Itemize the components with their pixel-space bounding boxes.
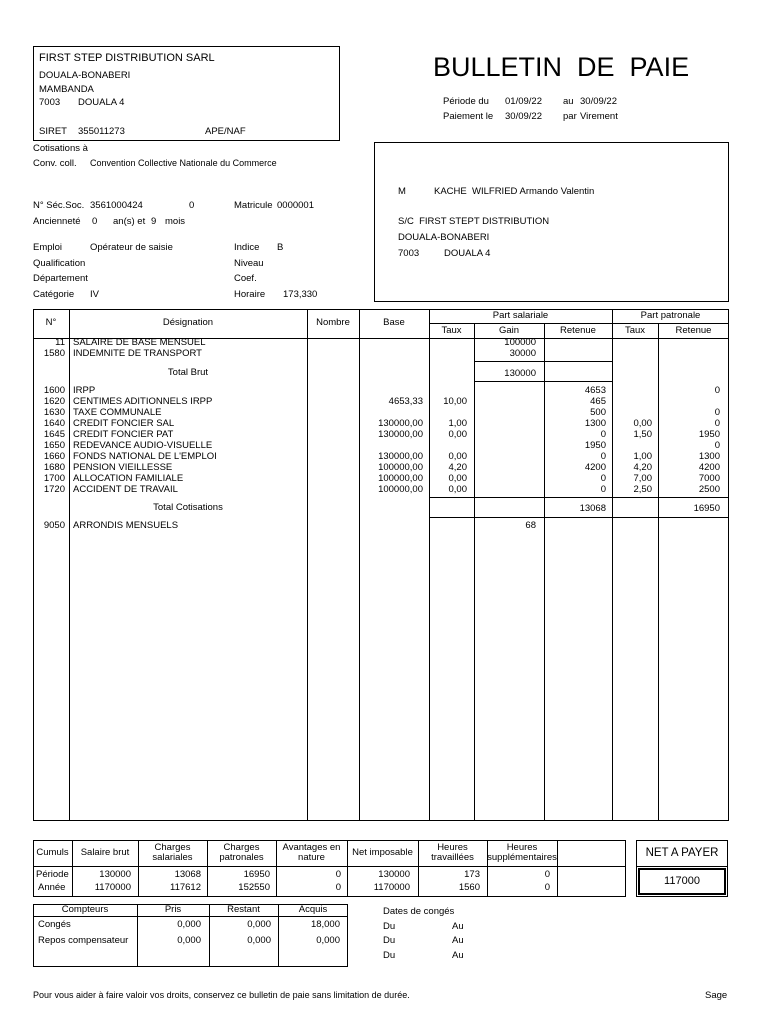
table-cell-retenue-p: 4200 bbox=[698, 462, 720, 473]
compteurs-row-pris: 0,000 bbox=[177, 935, 201, 946]
niveau-label: Niveau bbox=[234, 258, 264, 269]
table-cell-label: CENTIMES ADITIONNELS IRPP bbox=[73, 396, 213, 407]
table-cell-code: 1600 bbox=[43, 385, 65, 396]
table-cell-taux: 0,00 bbox=[448, 451, 467, 462]
categorie-label: Catégorie bbox=[33, 289, 75, 300]
paiement-par-label: par bbox=[563, 111, 577, 122]
arrondi-gain: 68 bbox=[525, 520, 536, 531]
siret-label: SIRET bbox=[39, 126, 67, 137]
table-cell-retenue-p: 0 bbox=[714, 385, 720, 396]
table-cell-base: 4653,33 bbox=[388, 396, 423, 407]
conges-du: Du bbox=[383, 921, 396, 932]
cumuls-header-charges-pat: Charges patronales bbox=[219, 841, 264, 863]
table-cell-code: 1660 bbox=[43, 451, 65, 462]
recipient-line1: S/C FIRST STEPT DISTRIBUTION bbox=[398, 216, 550, 227]
coef-label: Coef. bbox=[234, 273, 257, 284]
total-brut-label: Total Brut bbox=[167, 367, 209, 378]
arrondi-code: 9050 bbox=[43, 520, 65, 531]
table-cell-retenue-p: 0 bbox=[714, 440, 720, 451]
table-cell-code: 1645 bbox=[43, 429, 65, 440]
anciennete-years: 0 bbox=[92, 216, 98, 227]
cumuls-periode-label: Période bbox=[36, 869, 69, 880]
employer-city: DOUALA 4 bbox=[78, 97, 125, 108]
page-title: BULLETIN DE PAIE bbox=[433, 52, 690, 82]
compteurs-row-acquis: 18,000 bbox=[310, 919, 340, 930]
header-nombre: Nombre bbox=[316, 317, 350, 329]
employer-address1: DOUALA-BONABERI bbox=[39, 70, 131, 81]
recipient-postal: 7003 bbox=[398, 248, 420, 259]
conges-title: Dates de congés bbox=[383, 906, 455, 917]
table-cell-taux: 0,00 bbox=[448, 429, 467, 440]
header-retenue: Retenue bbox=[560, 324, 596, 336]
horaire-value: 173,330 bbox=[283, 289, 318, 300]
table-cell-gain: 30000 bbox=[509, 348, 536, 359]
table-cell-taux: 0,00 bbox=[448, 484, 467, 495]
periode-from: 01/09/22 bbox=[505, 96, 542, 107]
table-cell-code: 1630 bbox=[43, 407, 65, 418]
table-cell-retenue: 4653 bbox=[584, 385, 606, 396]
secsoc-key: 0 bbox=[189, 200, 195, 211]
compteurs-row-label: Congés bbox=[38, 919, 71, 930]
table-cell-code: 1620 bbox=[43, 396, 65, 407]
qualification-label: Qualification bbox=[33, 258, 86, 269]
compteurs-header-restant: Restant bbox=[227, 903, 260, 915]
anciennete-months-label: mois bbox=[165, 216, 186, 227]
recipient-city: DOUALA 4 bbox=[444, 248, 491, 259]
net-a-payer-label: NET A PAYER bbox=[645, 846, 719, 859]
table-cell-retenue-p: 1950 bbox=[698, 429, 720, 440]
header-designation: Désignation bbox=[162, 317, 214, 329]
cumuls-periode-h-sup: 0 bbox=[544, 869, 550, 880]
table-cell-taux-p: 7,00 bbox=[633, 473, 652, 484]
header-base: Base bbox=[383, 317, 405, 329]
secsoc-value: 3561000424 bbox=[90, 200, 143, 211]
paiement-date: 30/09/22 bbox=[505, 111, 542, 122]
footer-note: Pour vous aider à faire valoir vos droits, conservez ce bulletin de paie sans limitation de durée. bbox=[33, 990, 410, 1000]
table-cell-taux: 4,20 bbox=[448, 462, 467, 473]
conv-label: Conv. coll. bbox=[33, 158, 77, 169]
matricule-value: 0000001 bbox=[277, 200, 314, 211]
table-cell-retenue: 0 bbox=[600, 473, 606, 484]
table-cell-label: SALAIRE DE BASE MENSUEL bbox=[73, 337, 206, 348]
compteurs-header: Compteurs bbox=[61, 903, 109, 915]
indice-value: B bbox=[277, 242, 284, 253]
employer-address2: MAMBANDA bbox=[39, 84, 94, 95]
cumuls-periode-h-trav: 173 bbox=[464, 869, 480, 880]
table-cell-code: 1720 bbox=[43, 484, 65, 495]
header-taux: Taux bbox=[441, 324, 462, 336]
cumuls-annee-ch-sal: 117612 bbox=[170, 882, 201, 893]
anciennete-years-label: an(s) et bbox=[113, 216, 146, 227]
periode-label: Période du bbox=[443, 96, 489, 107]
employer-name: FIRST STEP DISTRIBUTION SARL bbox=[39, 52, 215, 64]
total-cotisations-sal: 13068 bbox=[579, 503, 606, 514]
compteurs-row-acquis: 0,000 bbox=[316, 935, 340, 946]
recipient-name: KACHE WILFRIED Armando Valentin bbox=[434, 186, 595, 197]
table-cell-retenue: 465 bbox=[590, 396, 606, 407]
cumuls-annee-h-trav: 1560 bbox=[458, 882, 480, 893]
table-cell-code: 1700 bbox=[43, 473, 65, 484]
table-cell-base: 100000,00 bbox=[378, 484, 423, 495]
anciennete-months: 9 bbox=[151, 216, 157, 227]
conges-au: Au bbox=[452, 935, 464, 946]
table-cell-base: 100000,00 bbox=[378, 473, 423, 484]
cumuls-periode-brut: 130000 bbox=[99, 869, 131, 880]
departement-label: Département bbox=[33, 273, 88, 284]
emploi-label: Emploi bbox=[33, 242, 63, 253]
table-cell-code: 1640 bbox=[43, 418, 65, 429]
cumuls-annee-ch-pat: 152550 bbox=[238, 882, 270, 893]
table-cell-taux-p: 4,20 bbox=[633, 462, 652, 473]
cumuls-header: Cumuls bbox=[36, 846, 69, 858]
table-cell-retenue: 4200 bbox=[584, 462, 606, 473]
cumuls-header-heures-sup: Heures supplémentaires bbox=[487, 841, 557, 863]
employer-postal: 7003 bbox=[39, 97, 61, 108]
compteurs-row-restant: 0,000 bbox=[247, 919, 271, 930]
compteurs-row-restant: 0,000 bbox=[247, 935, 271, 946]
cumuls-annee-h-sup: 0 bbox=[544, 882, 550, 893]
table-cell-label: REDEVANCE AUDIO-VISUELLE bbox=[73, 440, 213, 451]
table-cell-label: TAXE COMMUNALE bbox=[73, 407, 162, 418]
table-cell-taux: 0,00 bbox=[448, 473, 467, 484]
recipient-civility: M bbox=[398, 186, 406, 197]
cumuls-periode-avantages: 0 bbox=[335, 869, 341, 880]
header-part-patronale: Part patronale bbox=[640, 309, 701, 321]
table-cell-retenue-p: 2500 bbox=[698, 484, 720, 495]
categorie-value: IV bbox=[90, 289, 99, 300]
table-cell-code: 1680 bbox=[43, 462, 65, 473]
table-cell-taux-p: 2,50 bbox=[633, 484, 652, 495]
cumuls-periode-ch-pat: 16950 bbox=[243, 869, 270, 880]
table-cell-retenue-p: 1300 bbox=[698, 451, 720, 462]
conges-du: Du bbox=[383, 950, 396, 961]
table-cell-label: PENSION VIEILLESSE bbox=[73, 462, 173, 473]
apenaf-label: APE/NAF bbox=[205, 126, 246, 137]
matricule-label: Matricule bbox=[234, 200, 273, 211]
table-cell-base: 130000,00 bbox=[378, 451, 423, 462]
cumuls-header-brut: Salaire brut bbox=[80, 846, 130, 858]
siret-value: 355011273 bbox=[78, 126, 125, 137]
cumuls-annee-net-imp: 1170000 bbox=[373, 882, 410, 893]
table-cell-retenue: 0 bbox=[600, 484, 606, 495]
cumuls-header-charges-sal: Charges salariales bbox=[152, 841, 193, 863]
table-cell-taux-p: 1,00 bbox=[633, 451, 652, 462]
footer-sage: Sage bbox=[705, 990, 728, 1001]
table-cell-retenue-p: 0 bbox=[714, 407, 720, 418]
net-a-payer-value: 117000 bbox=[664, 875, 700, 888]
table-cell-base: 130000,00 bbox=[378, 418, 423, 429]
table-cell-label: INDEMNITE DE TRANSPORT bbox=[73, 348, 202, 359]
table-cell-retenue: 500 bbox=[590, 407, 606, 418]
periode-au-label: au bbox=[563, 96, 574, 107]
table-cell-retenue: 1950 bbox=[584, 440, 606, 451]
compteurs-header-acquis: Acquis bbox=[298, 903, 328, 915]
header-gain: Gain bbox=[498, 324, 520, 336]
table-cell-code: 1650 bbox=[43, 440, 65, 451]
header-num: N° bbox=[45, 317, 57, 329]
table-cell-retenue: 0 bbox=[600, 451, 606, 462]
cumuls-periode-net-imp: 130000 bbox=[378, 869, 410, 880]
compteurs-row-pris: 0,000 bbox=[177, 919, 201, 930]
conges-du: Du bbox=[383, 935, 396, 946]
total-brut-value: 130000 bbox=[504, 368, 536, 379]
paiement-label: Paiement le bbox=[443, 111, 494, 122]
table-cell-code: 1580 bbox=[43, 348, 65, 359]
cumuls-periode-ch-sal: 13068 bbox=[174, 869, 201, 880]
conges-au: Au bbox=[452, 921, 464, 932]
cumuls-annee-brut: 1170000 bbox=[94, 882, 131, 893]
paiement-method: Virement bbox=[580, 111, 618, 122]
table-cell-taux-p: 0,00 bbox=[633, 418, 652, 429]
conges-au: Au bbox=[452, 950, 464, 961]
emploi-value: Opérateur de saisie bbox=[90, 242, 173, 253]
table-cell-retenue: 0 bbox=[600, 429, 606, 440]
horaire-label: Horaire bbox=[234, 289, 266, 300]
table-cell-label: CREDIT FONCIER PAT bbox=[73, 429, 174, 440]
table-cell-retenue-p: 7000 bbox=[698, 473, 720, 484]
table-cell-taux-p: 1,50 bbox=[633, 429, 652, 440]
table-cell-label: IRPP bbox=[73, 385, 96, 396]
compteurs-row-label: Repos compensateur bbox=[38, 935, 129, 946]
table-cell-base: 100000,00 bbox=[378, 462, 423, 473]
total-cotisations-pat: 16950 bbox=[693, 503, 720, 514]
table-cell-taux: 10,00 bbox=[443, 396, 467, 407]
periode-to: 30/09/22 bbox=[580, 96, 617, 107]
indice-label: Indice bbox=[234, 242, 260, 253]
recipient-line2: DOUALA-BONABERI bbox=[398, 232, 490, 243]
convention-value: Convention Collective Nationale du Commerce bbox=[90, 158, 277, 168]
table-cell-label: ACCIDENT DE TRAVAIL bbox=[73, 484, 178, 495]
header-taux-p: Taux bbox=[624, 324, 646, 336]
arrondi-label: ARRONDIS MENSUELS bbox=[73, 520, 179, 531]
anciennete-label: Ancienneté bbox=[33, 216, 81, 227]
table-cell-label: ALLOCATION FAMILIALE bbox=[73, 473, 184, 484]
table-cell-code: 11 bbox=[55, 337, 65, 348]
cumuls-annee-avantages: 0 bbox=[335, 882, 341, 893]
cumuls-header-avantages: Avantages en nature bbox=[282, 841, 341, 863]
cotisations-label: Cotisations à bbox=[33, 143, 88, 154]
table-cell-taux: 1,00 bbox=[448, 418, 467, 429]
table-cell-retenue: 1300 bbox=[584, 418, 606, 429]
header-part-salariale: Part salariale bbox=[492, 309, 549, 321]
cumuls-header-heures-trav: Heures travaillées bbox=[431, 841, 474, 863]
cumuls-header-net-imposable: Net imposable bbox=[352, 846, 413, 858]
cumuls-annee-label: Année bbox=[38, 882, 66, 893]
total-cotisations-label: Total Cotisations bbox=[153, 502, 223, 513]
secsoc-label: N° Séc.Soc. bbox=[33, 200, 85, 211]
table-cell-base: 130000,00 bbox=[378, 429, 423, 440]
table-cell-gain: 100000 bbox=[504, 337, 536, 348]
table-cell-label: CREDIT FONCIER SAL bbox=[73, 418, 175, 429]
table-cell-label: FONDS NATIONAL DE L'EMPLOI bbox=[73, 451, 217, 462]
table-cell-retenue-p: 0 bbox=[714, 418, 720, 429]
header-retenue-p: Retenue bbox=[675, 324, 712, 336]
compteurs-header-pris: Pris bbox=[164, 903, 182, 915]
